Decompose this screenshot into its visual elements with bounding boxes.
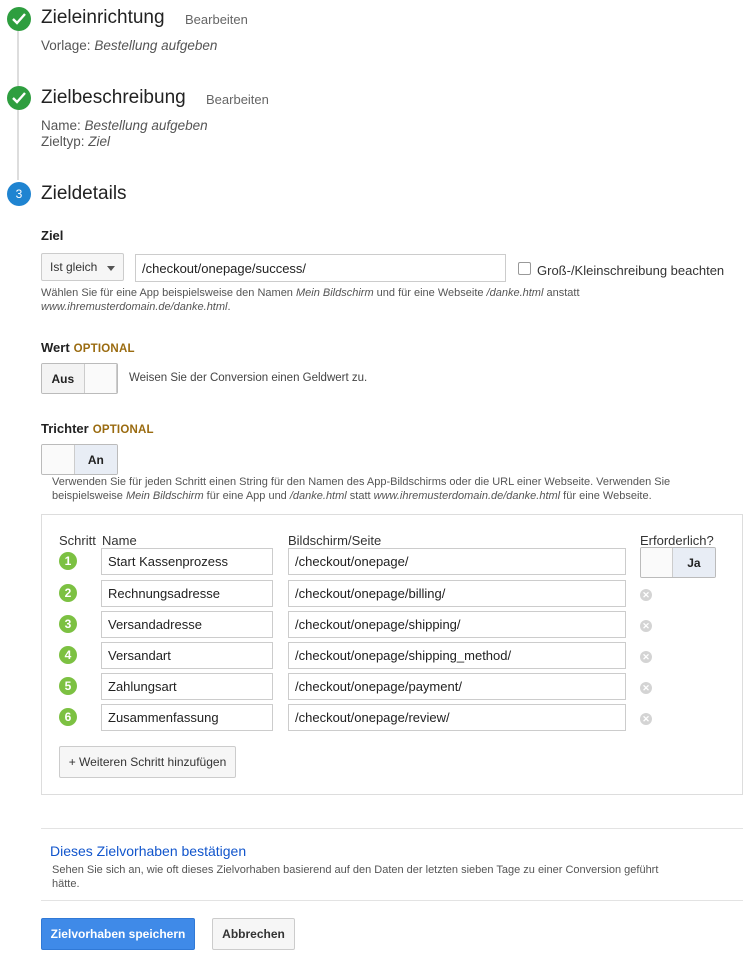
remove-step-icon[interactable]: ✕ xyxy=(640,651,652,663)
step-name-input[interactable]: Zahlungsart xyxy=(101,673,273,700)
trichter-help-text: Verwenden Sie für jeden Schritt einen String für den Namen des App-Bildschirms oder die URL einer Webseite. Verwenden Sie beispielsweise Mein Bildschirm für eine App und /danke.html statt www.ihremusterdomain.de/danke.html für eine Webseite. xyxy=(52,476,671,502)
step-name-input[interactable]: Versandadresse xyxy=(101,611,273,638)
remove-step-icon[interactable]: ✕ xyxy=(640,682,652,694)
step-badge: 5 xyxy=(59,677,77,695)
toggle-knob xyxy=(641,548,673,577)
step-page-input[interactable]: /checkout/onepage/review/ xyxy=(288,704,626,731)
remove-step-icon[interactable]: ✕ xyxy=(640,589,652,601)
edit-link-zieleinrichtung[interactable]: Bearbeiten xyxy=(185,12,248,27)
verify-description: Sehen Sie sich an, wie oft dieses Zielvorhaben basierend auf den Daten der letzten sieben Tage zu einer Conversion geführt hätte. xyxy=(52,864,659,890)
funnel-toggle[interactable]: An xyxy=(41,444,118,475)
toggle-knob xyxy=(42,445,75,474)
wert-label: Wert OPTIONAL xyxy=(41,340,135,355)
divider xyxy=(41,828,743,829)
destination-input[interactable]: /checkout/onepage/success/ xyxy=(135,254,506,282)
step-page-input[interactable]: /checkout/onepage/ xyxy=(288,548,626,575)
step-meta-name: Name: Bestellung aufgeben xyxy=(41,118,208,133)
step-name-input[interactable]: Rechnungsadresse xyxy=(101,580,273,607)
required-toggle[interactable]: Ja xyxy=(640,547,716,578)
step-title-zieldetails: Zieldetails xyxy=(41,183,127,204)
column-header-step: Schritt xyxy=(59,533,96,548)
step-badge: 1 xyxy=(59,552,77,570)
value-toggle[interactable]: Aus xyxy=(41,363,118,394)
step-meta-type: Zieltyp: Ziel xyxy=(41,134,111,149)
column-header-name: Name xyxy=(102,533,137,548)
toggle-knob xyxy=(84,364,117,393)
step-page-input[interactable]: /checkout/onepage/billing/ xyxy=(288,580,626,607)
trichter-label: Trichter OPTIONAL xyxy=(41,421,154,436)
step-name-input[interactable]: Zusammenfassung xyxy=(101,704,273,731)
wert-description: Weisen Sie der Conversion einen Geldwert zu. xyxy=(129,372,368,384)
step-page-input[interactable]: /checkout/onepage/payment/ xyxy=(288,673,626,700)
chevron-down-icon xyxy=(107,266,115,271)
remove-step-icon[interactable]: ✕ xyxy=(640,620,652,632)
step-name-input[interactable]: Start Kassenprozess xyxy=(101,548,273,575)
divider xyxy=(41,900,743,901)
step-badge: 2 xyxy=(59,584,77,602)
step-badge: 6 xyxy=(59,708,77,726)
case-sensitive-label: Groß-/Kleinschreibung beachten xyxy=(537,263,725,278)
match-type-select[interactable]: Ist gleich xyxy=(41,253,124,281)
column-header-required: Erforderlich? xyxy=(640,533,714,548)
step-title-zielbeschreibung: Zielbeschreibung xyxy=(41,87,186,108)
verify-goal-link[interactable]: Dieses Zielvorhaben bestätigen xyxy=(50,843,247,859)
checkmark-icon xyxy=(7,7,31,31)
ziel-label: Ziel xyxy=(41,228,64,243)
ziel-help-text: Wählen Sie für eine App beispielsweise den Namen Mein Bildschirm und für eine Webseite /danke.html anstatt www.ihremusterdomain.de/danke.html. xyxy=(41,287,580,313)
add-step-button[interactable]: + Weiteren Schritt hinzufügen xyxy=(59,746,236,778)
case-sensitive-checkbox[interactable] xyxy=(518,262,531,275)
step-page-input[interactable]: /checkout/onepage/shipping/ xyxy=(288,611,626,638)
step-meta-template: Vorlage: Bestellung aufgeben xyxy=(41,38,218,53)
checkmark-icon xyxy=(7,86,31,110)
step-page-input[interactable]: /checkout/onepage/shipping_method/ xyxy=(288,642,626,669)
step-badge: 4 xyxy=(59,646,77,664)
save-goal-button[interactable]: Zielvorhaben speichern xyxy=(41,918,195,950)
edit-link-zielbeschreibung[interactable]: Bearbeiten xyxy=(206,92,269,107)
column-header-screen: Bildschirm/Seite xyxy=(288,533,382,548)
step-badge: 3 xyxy=(59,615,77,633)
step-name-input[interactable]: Versandart xyxy=(101,642,273,669)
step-title-zieleinrichtung: Zieleinrichtung xyxy=(41,7,165,28)
remove-step-icon[interactable]: ✕ xyxy=(640,713,652,725)
step-number-badge: 3 xyxy=(7,182,31,206)
cancel-button[interactable]: Abbrechen xyxy=(212,918,295,950)
